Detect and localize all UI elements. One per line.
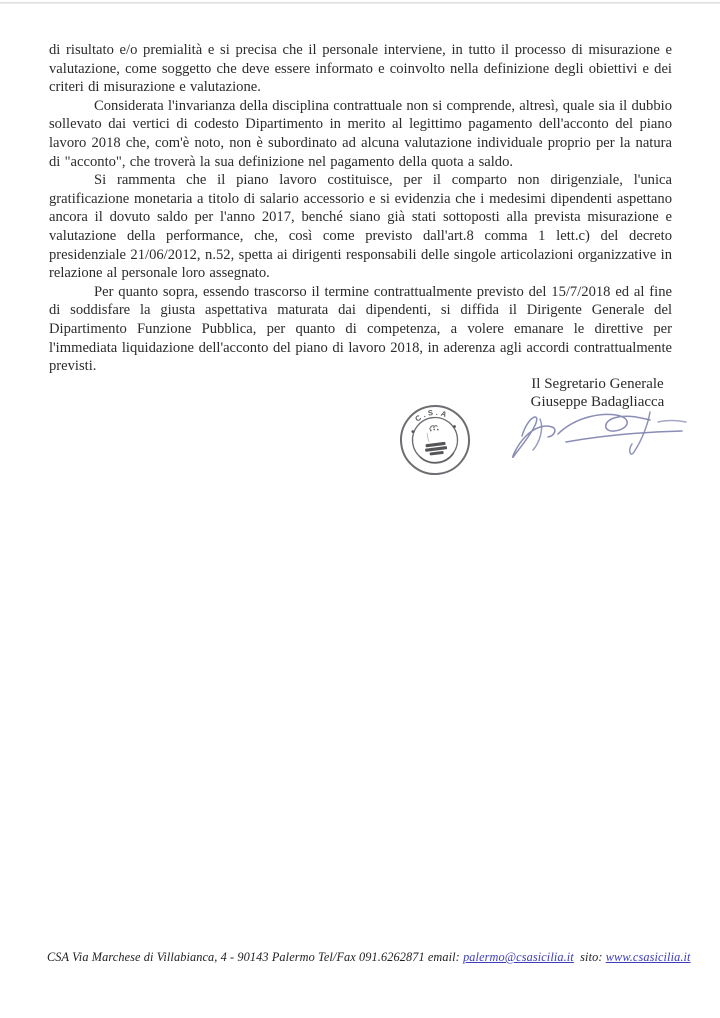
signer-title: Il Segretario Generale: [531, 376, 664, 392]
footer-site-link[interactable]: www.csasicilia.it: [605, 950, 691, 964]
letterhead-footer: [47, 950, 707, 965]
signer-name: Giuseppe Badagliacca: [530, 393, 665, 410]
paragraph: Considerata l'invarianza della disciplina contrattuale non si comprende, altresì, quale sia il dubbio sollevato dai vertici di codesto Dipartimento in merito al legittimo pagamento dell'acconto del piano lavoro 2018 che, com'è noto, non è subordinato ad alcuna valutazione individuale proprio per la natura di "acconto", che troverà la sua definizione nel pagamento della quota a saldo.: [49, 97, 672, 170]
stamp-illegible-text: [424, 442, 447, 456]
csa-stamp-icon: [394, 399, 476, 481]
footer-email-link[interactable]: palermo@csasicilia.it: [463, 950, 574, 964]
letter-body: [49, 41, 672, 376]
paragraph: Per quanto sopra, essendo trascorso il termine contrattualmente previsto del 15/7/2018 ed al fine di soddisfare la giusta aspettativa maturata dai dipendenti, si diffida il Dirigente Generale del Dipartimento Funzione Pubblica, per quanto di competenza, a volere emanare le direttive per l'immediata liquidazione dell'acconto del piano di lavoro 2018, in aderenza agli accordi contrattualmente previsti.: [49, 283, 672, 375]
paragraph: Si rammenta che il piano lavoro costituisce, per il comparto non dirigenziale, l'unica gratificazione monetaria a titolo di salario accessorio e si evidenzia che i medesimi dipendenti aspettano ancora il dovuto saldo per l'anno 2017, benché siano già stati sottoposti alla prevista misurazione e valutazione della performance, che, così come previsto dall'art.8 comma 1 lett.c) del decreto presidenziale 21/06/2012, n.52, spetta ai dirigenti responsabili delle singole articolazioni organizzative in relazione al personale loro assegnato.: [49, 172, 672, 282]
footer-address-text: CSA Via Marchese di Villabianca, 4 - 90143 Palermo Tel/Fax 091.6262871 email:: [47, 950, 464, 964]
stamp-emblem: [426, 425, 440, 442]
footer-site-label: sito:: [573, 950, 606, 964]
paragraph: di risultato e/o premialità e si precisa che il personale interviene, in tutto il processo di misurazione e valutazione, come soggetto che deve essere informato e coinvolto nella definizione degli obiettivi e dei criteri di misurazione e valutazione.: [49, 42, 672, 96]
page-top-edge: [0, 2, 720, 4]
stamp-label: C.S.A: [413, 407, 451, 424]
handwritten-signature-icon: [500, 406, 695, 464]
